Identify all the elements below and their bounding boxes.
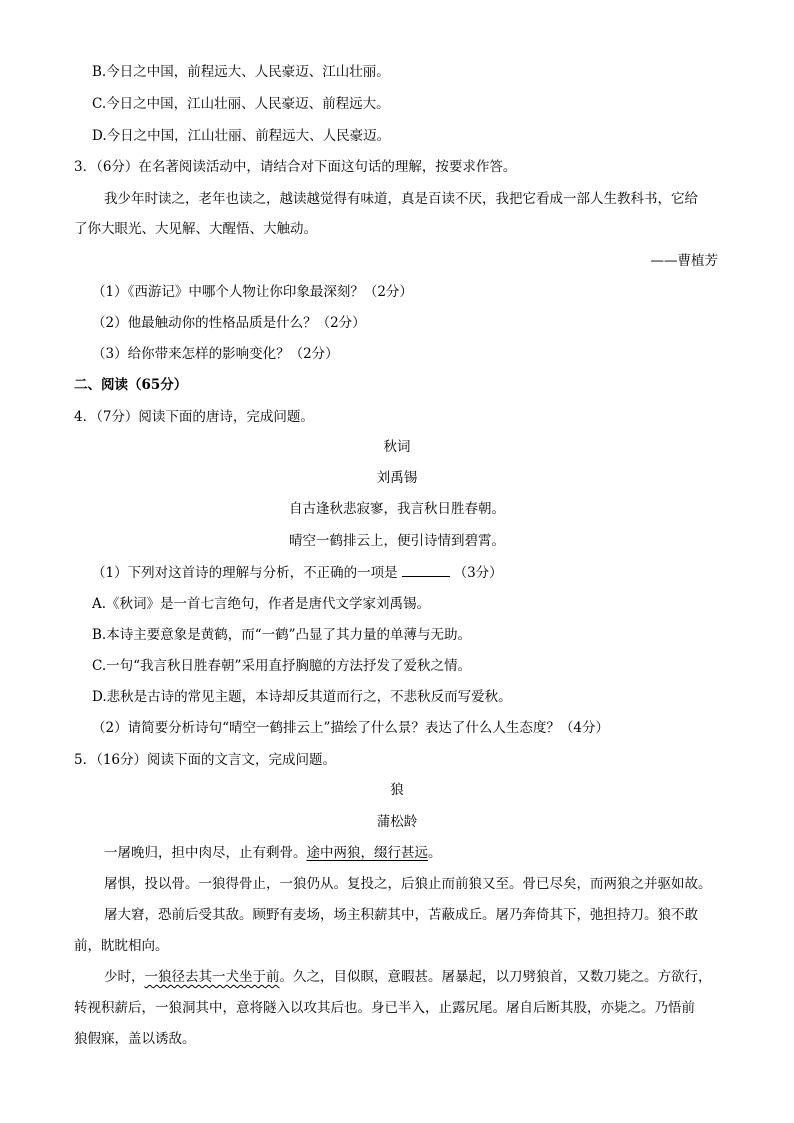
wavy-underlined-phrase: 一狼径去其一犬坐于前 [144,969,280,985]
poem-title: 秋词 [383,439,411,455]
passage-title: 狼 [390,782,404,798]
quote-line-2: 了你大眼光、大见解、大醒悟、大触动。 [74,221,317,237]
question-3-sub-2: （2）他最触动你的性格品质是什么？（2分） [92,315,366,331]
option-d: D.今日之中国，江山壮丽、前程远大、人民豪迈。 [92,128,391,144]
poem-author: 刘禹锡 [376,470,418,486]
quote-attribution: ——曹植芳 [650,253,718,269]
passage-paragraph-4-line-3: 狼假寐，盖以诱敌。 [74,1031,196,1047]
question-4-stem: 4．（7分）阅读下面的唐诗，完成问题。 [74,409,314,425]
question-4-sub-2: （2）请简要分析诗句“晴空一鹤排云上”描绘了什么景？表达了什么人生态度？（4分） [92,720,609,736]
paragraph-1-text: 一屠晚归，担中肉尽，止有剩骨。 [104,845,307,861]
answer-blank[interactable] [402,562,450,577]
passage-paragraph-3-line-1: 屠大窘，恐前后受其敌。顾野有麦场，场主积薪其中，苫蔽成丘。屠乃奔倚其下，弛担持刀。狼不敢 [104,907,698,923]
passage-paragraph-1 [104,843,442,863]
paragraph-4-start: 少时， [104,969,145,985]
question-4-sub-1-prefix: （1）下列对这首诗的理解与分析，不正确的一项是 [92,565,398,581]
option-b: B.今日之中国，前程远大、人民豪迈、江山壮丽。 [92,64,390,80]
question-5-stem: 5．（16分）阅读下面的文言文，完成问题。 [74,752,337,768]
passage-author: 蒲松龄 [376,814,418,830]
paragraph-4-end: 。久之，目似瞑，意暇甚。屠暴起，以刀劈狼首，又数刀毙之。方欲行， [279,969,712,985]
question-3-sub-1: （1）《西游记》中哪个人物让你印象最深刻？（2分） [92,284,413,300]
paragraph-1-end: 。 [428,845,442,861]
option-d: D.悲秋是古诗的常见主题，本诗却反其道而行之，不悲秋反而写爱秋。 [92,689,512,705]
passage-paragraph-4-line-1 [104,967,712,987]
quote-line-1: 我少年时读之，老年也读之，越读越觉得有味道，真是百读不厌，我把它看成一部人生教科书，它给 [104,191,698,207]
option-c: C.一句“我言秋日胜春朝”采用直抒胸臆的方法抒发了爱秋之情。 [92,658,471,674]
question-3-sub-3: （3）给你带来怎样的影响变化？（2分） [92,346,339,362]
poem-line-1: 自古逢秋悲寂寥，我言秋日胜春朝。 [289,501,505,517]
question-4-sub-1-suffix: （3分） [453,565,503,581]
passage-paragraph-2: 屠惧，投以骨。一狼得骨止，一狼仍从。复投之，后狼止而前狼又至。骨已尽矣，而两狼之并驱如故。 [104,876,712,892]
passage-paragraph-3-line-2: 前，眈眈相向。 [74,938,169,954]
section-heading: 二、阅读（65分） [74,377,188,393]
passage-paragraph-4-line-2: 转视积薪后，一狼洞其中，意将隧入以攻其后也。身已半入，止露尻尾。屠自后断其股，亦毙之。乃悟前 [74,1000,695,1016]
question-3-stem: 3．（6分）在名著阅读活动中，请结合对下面这句话的理解，按要求作答。 [74,159,517,175]
question-4-sub-1 [92,562,503,583]
option-c: C.今日之中国，江山壮丽、人民豪迈、前程远大。 [92,96,390,112]
poem-line-2: 晴空一鹤排云上，便引诗情到碧霄。 [289,533,505,549]
option-a: A.《秋词》是一首七言绝句，作者是唐代文学家刘禹锡。 [92,596,431,612]
underlined-phrase: 途中两狼，缀行甚远 [306,845,428,861]
option-b: B.本诗主要意象是黄鹤，而“一鹤”凸显了其力量的单薄与无助。 [92,627,472,643]
